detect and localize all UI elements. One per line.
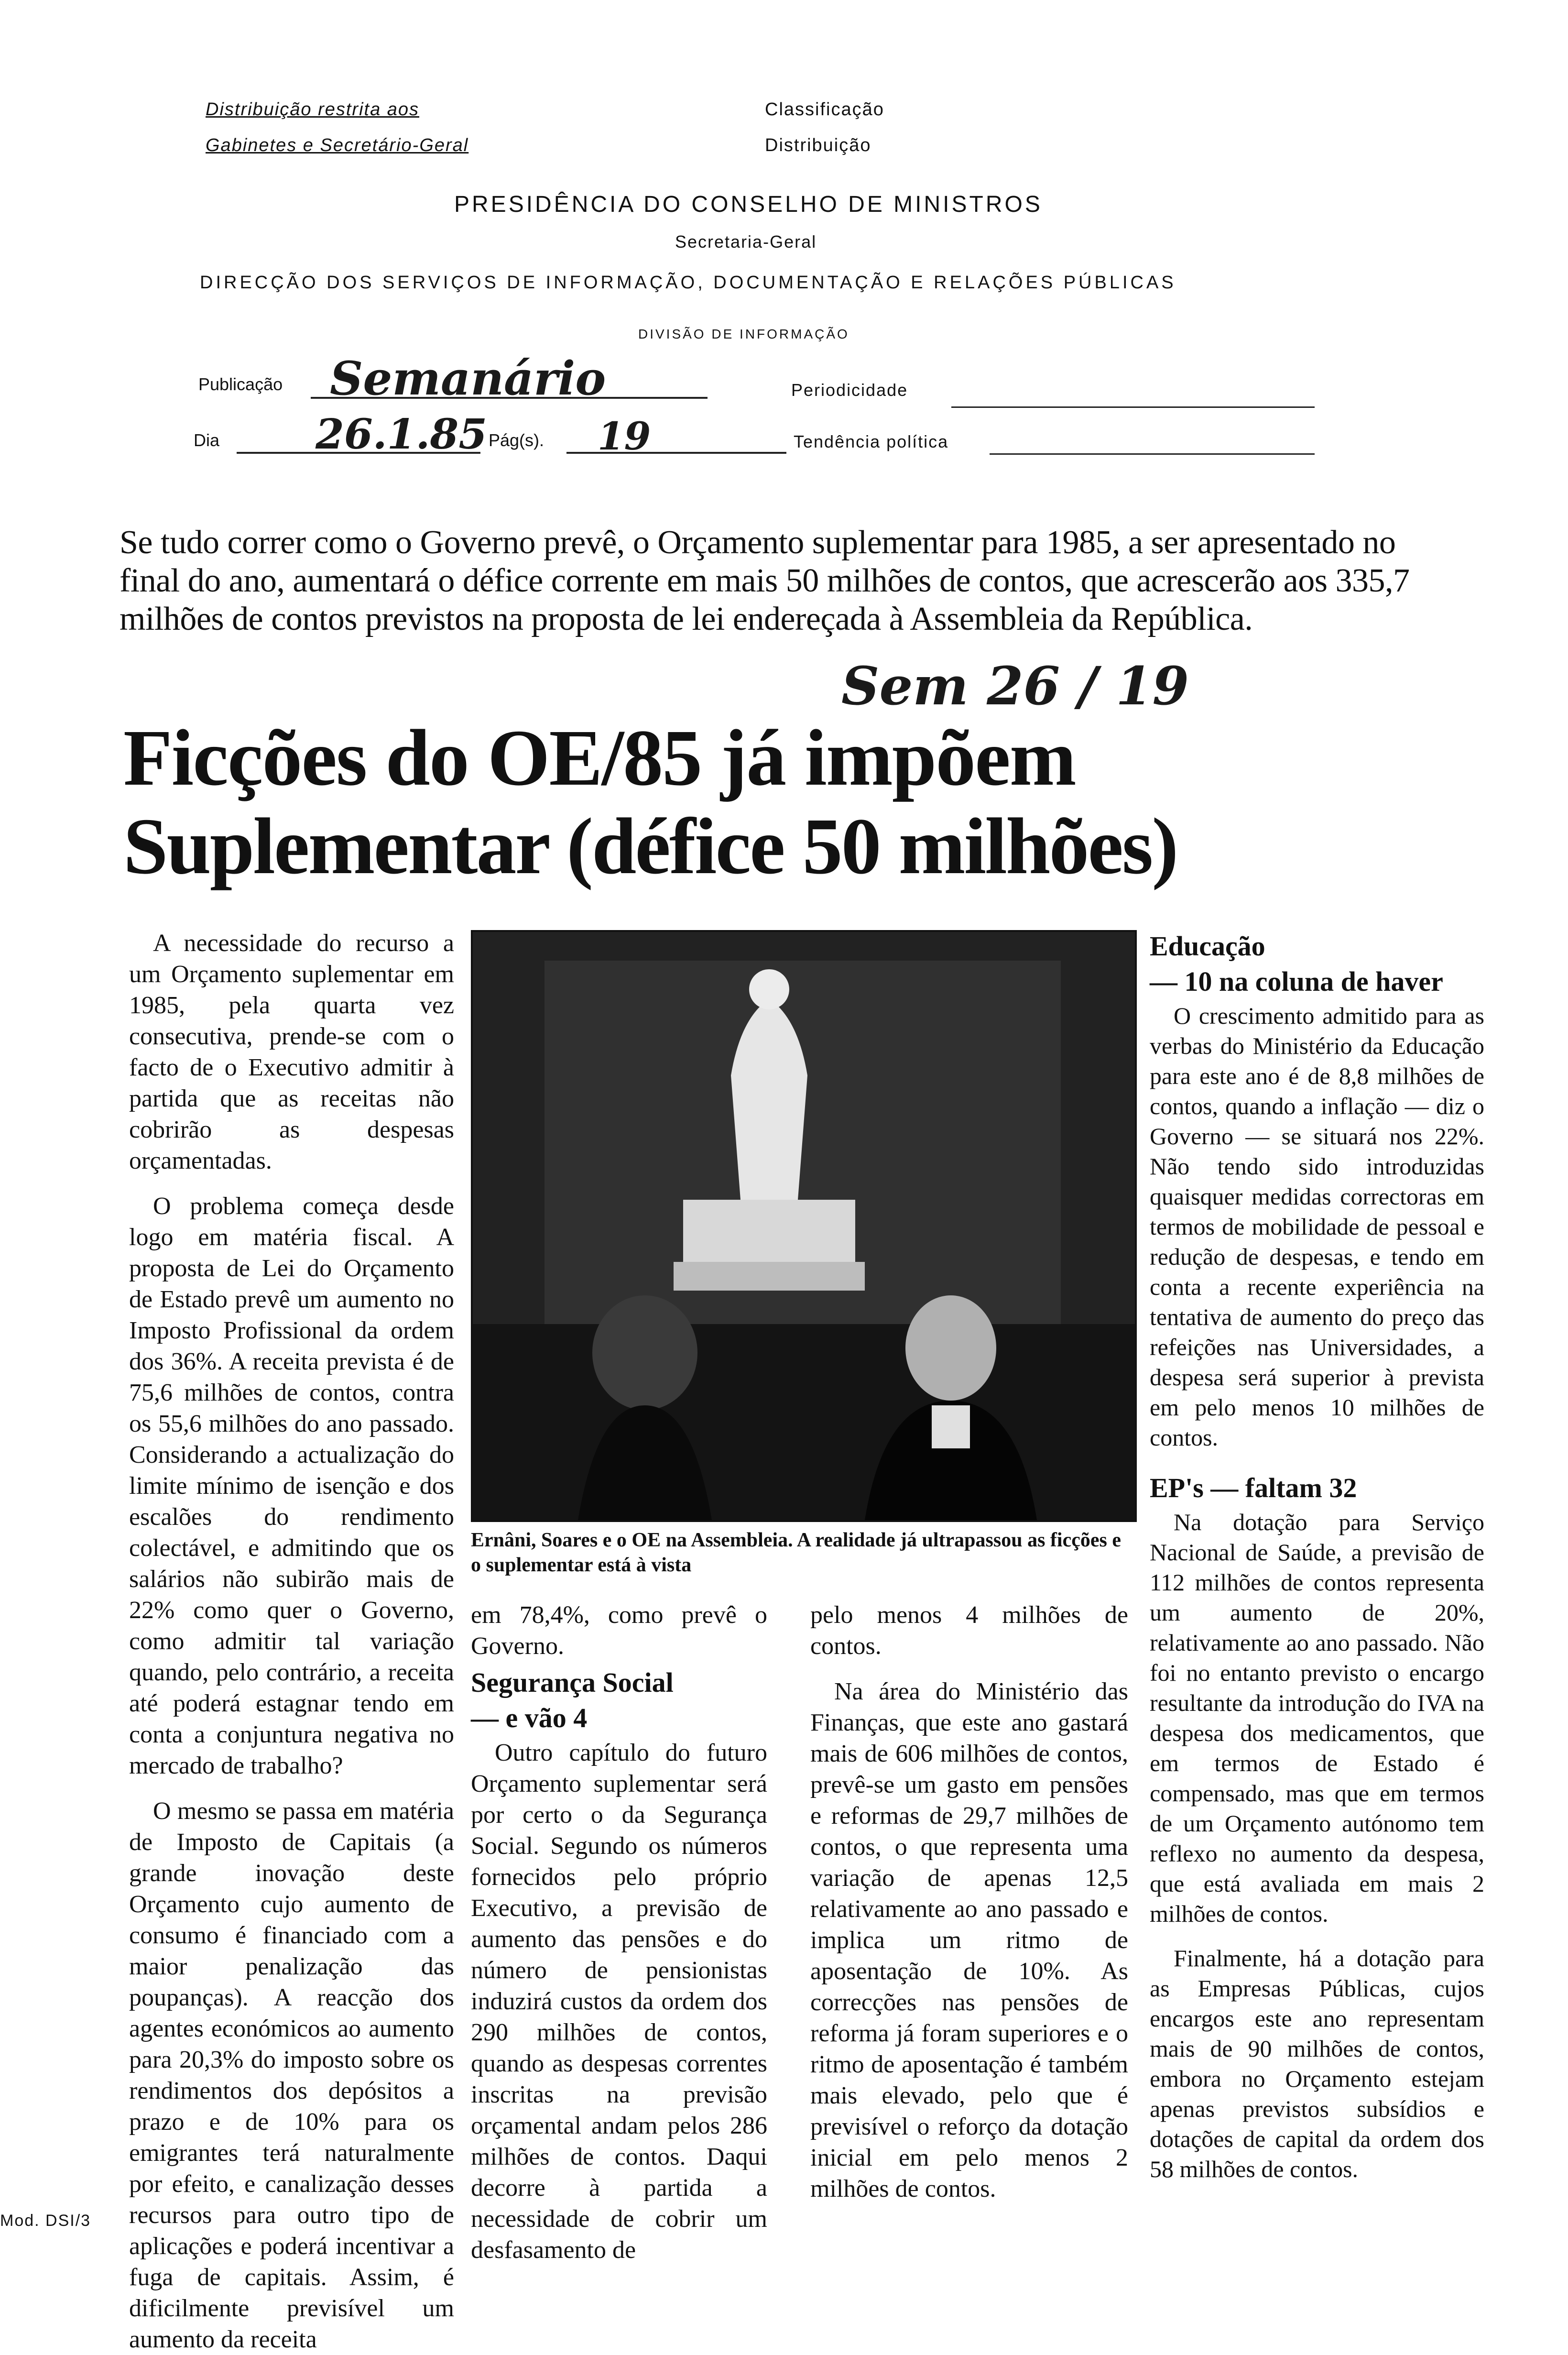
col4-paragraph-3: Finalmente, há a dotação para as Empresas Públicas, cujos encargos este ano representam mais de 90 milhões de contos, embora no Orçamento estejam apenas previstos subsídios e dotações de capital da ordem dos 58 milhões de contos. [1150, 1945, 1484, 2182]
person-left [592, 1295, 697, 1410]
article-column-1 [129, 928, 454, 2355]
directorate-title: DIRECÇÃO DOS SERVIÇOS DE INFORMAÇÃO, DOCUMENTAÇÃO E RELAÇÕES PÚBLICAS [200, 273, 1176, 293]
col4-subheading-eps: EP's — faltam 32 [1150, 1472, 1357, 1503]
division-title: DIVISÃO DE INFORMAÇÃO [638, 327, 849, 341]
col4-paragraph-2: Na dotação para Serviço Nacional de Saúde, a previsão de 112 milhões de contos representa um aumento de 20%, relativamente ao ano passado. Não foi no entanto previsto o encargo resultante da introdução do IVA na despesa dos medicamentos, que em termos de Estado é compensado, mas que em termos de um Orçamento autónomo tem reflexo no aumento da despesa, que está avaliada em mais 2 milhões de contos. [1150, 1509, 1484, 1927]
org-title: PRESIDÊNCIA DO CONSELHO DE MINISTROS [454, 192, 1043, 217]
col1-paragraph-2: O problema começa desde logo em matéria fiscal. A proposta de Lei do Orçamento de Estado prevê um aumento no Imposto Profissional da ordem dos 36%. A receita prevista é de 75,6 milhões de contos, contra os 55,6 milhões do ano passado. Considerando a actualização do limite mínimo de isenção e dos escalões do rendimento colectável, e admitindo que os salários não subirão mais de 22% como quer o Governo, como admitir tal variação quando, pelo contrário, a receita até poderá estagnar tendo em conta a conjuntura negativa no mercado de trabalho? [129, 1193, 454, 1779]
article-lead: Se tudo correr como o Governo prevê, o Orçamento suplementar para 1985, a ser apresentado no final do ano, aumentará o défice corrente em mais 50 milhões de contos, que acrescerão aos 335,7 milhões de contos previstos na proposta de lei endereçada à Assembleia da República. [120, 524, 1410, 637]
tendency-field-line [990, 453, 1315, 455]
distribution-label: Distribuição [765, 135, 871, 155]
periodicity-label: Periodicidade [791, 380, 908, 400]
day-handwritten-value: 26.1.85 [316, 410, 488, 459]
col2-subheading-title: Segurança Social [471, 1667, 674, 1698]
article-column-3 [810, 1599, 1128, 2204]
headline-line2: Suplementar (défice 50 milhões) [123, 802, 1177, 891]
photo-caption: Ernâni, Soares e o OE na Assembleia. A realidade já ultrapassou as ficções e o suplementar está à vista [471, 1529, 1121, 1576]
person-right [905, 1295, 996, 1401]
article-column-2 [471, 1599, 767, 2266]
publication-handwritten-value: Semanário [330, 351, 606, 405]
form-code: Mod. DSI/3 [0, 2212, 91, 2230]
col4-subheading-education: Educação [1150, 931, 1265, 962]
statue-pedestal [683, 1200, 855, 1262]
headline-line1: Ficções do OE/85 já impõem [123, 713, 1076, 802]
periodicity-field-line [951, 406, 1315, 408]
article-column-4 [1150, 930, 1484, 2184]
photo-illustration [473, 932, 1135, 1520]
col2-paragraph-1: em 78,4%, como prevê o Governo. [471, 1601, 767, 1660]
col4-paragraph-1: O crescimento admitido para as verbas do Ministério da Educação para este ano é de 8,8 milhões de contos, quando a inflação — diz o Governo — se situará nos 22%. Não tendo sido introduzidas quaisquer medidas correctoras em termos de mobilidade de pessoal e redução de despesas, e tendo em conta a recente experiência na tentativa de aumento do preço das refeições nas Universidades, a despesa será superior à prevista em pelo menos 10 milhões de contos. [1150, 1002, 1484, 1451]
distribution-note-line1: Distribuição restrita aos [206, 99, 420, 120]
col2-subheading-tag: — e vão 4 [471, 1702, 588, 1733]
classification-label: Classificação [765, 99, 884, 120]
secretariat-title: Secretaria-Geral [675, 232, 817, 252]
day-label: Dia [194, 430, 220, 450]
col1-paragraph-1: A necessidade do recurso a um Orçamento suplementar em 1985, pela quarta vez consecutiva, prende-se com o facto de o Executivo admitir à partida que as receitas não cobrirão as despesas orçamentadas. [129, 930, 454, 1174]
article-photo [471, 930, 1137, 1522]
col3-paragraph-1: pelo menos 4 milhões de contos. [810, 1601, 1128, 1660]
pages-label: Pág(s). [489, 430, 544, 450]
col4-subheading-education-tag: — 10 na coluna de haver [1150, 966, 1443, 997]
col1-paragraph-3: O mesmo se passa em matéria de Imposto de Capitais (a grande inovação deste Orçamento cujo aumento de consumo é financiado com a maior penalização das poupanças). A reacção dos agentes económicos ao aumento para 20,3% do imposto sobre os rendimentos dos depósitos a prazo e de 10% para os emigrantes terá naturalmente por efeito, e canalização desses recursos para outro tipo de aplicações e poderá incentivar a fuga de capitais. Assim, é dificilmente previsível um aumento da receita [129, 1797, 454, 2353]
col2-paragraph-2: Outro capítulo do futuro Orçamento suplementar será por certo o da Segurança Social. Segundo os números fornecidos pelo próprio Executivo, a previsão de aumento das pensões e do número de pensionistas induzirá custos da ordem dos 290 milhões de contos, quando as despesas correntes inscritas na previsão orçamental andam pelos 286 milhões de contos. Daqui decorre à partida a necessidade de cobrir um desfasamento de [471, 1739, 767, 2264]
pages-handwritten-value: 19 [598, 414, 651, 459]
col3-paragraph-2: Na área do Ministério das Finanças, que este ano gastará mais de 606 milhões de contos, prevê-se um gasto em pensões e reformas de 29,7 milhões de contos, o que representa uma variação de apenas 12,5 relativamente ao ano passado e implica um ritmo de aposentação de 10%. As correcções nas pensões de reforma já foram superiores e o ritmo de aposentação é também mais elevado, pelo que é previsível o reforço da dotação inicial em pelo menos 2 milhões de contos. [810, 1678, 1128, 2202]
publication-label: Publicação [198, 374, 283, 394]
distribution-note-line2: Gabinetes e Secretário-Geral [206, 135, 469, 155]
tendency-label: Tendência política [794, 432, 949, 451]
handwritten-annotation: Sem 26 / 19 [841, 655, 1189, 717]
